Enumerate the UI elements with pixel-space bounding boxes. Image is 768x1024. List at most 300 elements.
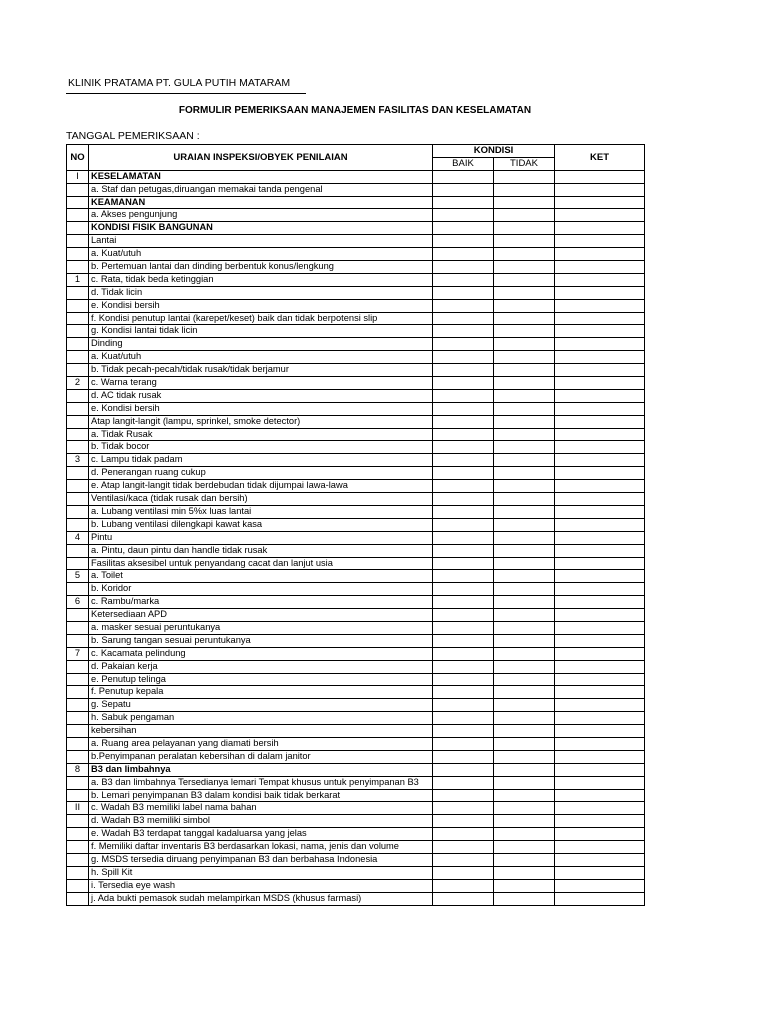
- ket-cell[interactable]: [555, 286, 645, 299]
- clinic-underline: [66, 93, 306, 94]
- tidak-cell[interactable]: [494, 415, 555, 428]
- row-item-text: e. Wadah B3 terdapat tanggal kadaluarsa yang jelas: [89, 828, 433, 841]
- row-number: [67, 673, 89, 686]
- inspection-rows: [67, 170, 645, 905]
- baik-cell[interactable]: [433, 351, 494, 364]
- row-number: [67, 248, 89, 261]
- row-item-text: c. Warna terang: [89, 377, 433, 390]
- tidak-cell[interactable]: [494, 364, 555, 377]
- tidak-cell[interactable]: [494, 377, 555, 390]
- row-item-text: Ketersediaan APD: [89, 609, 433, 622]
- baik-cell[interactable]: [433, 789, 494, 802]
- row-item-text: a. Tidak Rusak: [89, 428, 433, 441]
- row-number: [67, 351, 89, 364]
- ket-cell[interactable]: [555, 802, 645, 815]
- row-item-text: a. Toilet: [89, 570, 433, 583]
- ket-cell[interactable]: [555, 596, 645, 609]
- row-number: [67, 338, 89, 351]
- clinic-name: KLINIK PRATAMA PT. GULA PUTIH MATARAM: [68, 77, 291, 89]
- row-number: [67, 196, 89, 209]
- row-number: 3: [67, 454, 89, 467]
- row-number: [67, 209, 89, 222]
- row-number: I: [67, 170, 89, 183]
- table-row: [67, 712, 645, 725]
- row-item-text: j. Ada bukti pemasok sudah melampirkan MSDS (khusus farmasi): [89, 892, 433, 905]
- ket-cell[interactable]: [555, 583, 645, 596]
- table-row: [67, 828, 645, 841]
- tidak-cell[interactable]: [494, 183, 555, 196]
- tidak-cell[interactable]: [494, 493, 555, 506]
- tidak-cell[interactable]: [494, 789, 555, 802]
- ket-cell[interactable]: [555, 853, 645, 866]
- tidak-cell[interactable]: [494, 570, 555, 583]
- row-number: [67, 183, 89, 196]
- ket-cell[interactable]: [555, 235, 645, 248]
- tidak-cell[interactable]: [494, 531, 555, 544]
- baik-cell[interactable]: [433, 299, 494, 312]
- ket-cell[interactable]: [555, 712, 645, 725]
- row-item-text: B3 dan limbahnya: [89, 763, 433, 776]
- ket-cell[interactable]: [555, 248, 645, 261]
- row-number: [67, 286, 89, 299]
- ket-cell[interactable]: [555, 815, 645, 828]
- column-header-kondisi: KONDISI: [433, 145, 555, 158]
- ket-cell[interactable]: [555, 454, 645, 467]
- baik-cell[interactable]: [433, 273, 494, 286]
- row-number: [67, 441, 89, 454]
- table-row: [67, 493, 645, 506]
- tidak-cell[interactable]: [494, 750, 555, 763]
- baik-cell[interactable]: [433, 776, 494, 789]
- baik-cell[interactable]: [433, 609, 494, 622]
- ket-cell[interactable]: [555, 544, 645, 557]
- baik-cell[interactable]: [433, 621, 494, 634]
- ket-cell[interactable]: [555, 364, 645, 377]
- baik-cell[interactable]: [433, 518, 494, 531]
- row-item-text: b. Tidak bocor: [89, 441, 433, 454]
- row-number: [67, 879, 89, 892]
- table-row: [67, 261, 645, 274]
- row-item-text: KEAMANAN: [89, 196, 433, 209]
- row-item-text: f. Penutup kepala: [89, 686, 433, 699]
- tidak-cell[interactable]: [494, 544, 555, 557]
- table-row: [67, 815, 645, 828]
- baik-cell[interactable]: [433, 377, 494, 390]
- table-row: [67, 505, 645, 518]
- row-number: [67, 621, 89, 634]
- row-number: [67, 389, 89, 402]
- column-header-baik: BAIK: [433, 157, 494, 170]
- baik-cell[interactable]: [433, 235, 494, 248]
- baik-cell[interactable]: [433, 737, 494, 750]
- row-number: [67, 583, 89, 596]
- ket-cell[interactable]: [555, 892, 645, 905]
- row-number: 7: [67, 647, 89, 660]
- baik-cell[interactable]: [433, 686, 494, 699]
- tidak-cell[interactable]: [494, 222, 555, 235]
- tidak-cell[interactable]: [494, 557, 555, 570]
- tidak-cell[interactable]: [494, 609, 555, 622]
- ket-cell[interactable]: [555, 673, 645, 686]
- baik-cell[interactable]: [433, 531, 494, 544]
- table-row: [67, 609, 645, 622]
- ket-cell[interactable]: [555, 750, 645, 763]
- tidak-cell[interactable]: [494, 583, 555, 596]
- row-number: [67, 544, 89, 557]
- row-number: [67, 261, 89, 274]
- row-number: [67, 222, 89, 235]
- tidak-cell[interactable]: [494, 299, 555, 312]
- tidak-cell[interactable]: [494, 209, 555, 222]
- row-number: 6: [67, 596, 89, 609]
- baik-cell[interactable]: [433, 544, 494, 557]
- baik-cell[interactable]: [433, 441, 494, 454]
- ket-cell[interactable]: [555, 686, 645, 699]
- table-row: [67, 299, 645, 312]
- row-number: [67, 609, 89, 622]
- table-row: [67, 222, 645, 235]
- ket-cell[interactable]: [555, 273, 645, 286]
- tidak-cell[interactable]: [494, 841, 555, 854]
- tidak-cell[interactable]: [494, 725, 555, 738]
- table-row: [67, 480, 645, 493]
- baik-cell[interactable]: [433, 402, 494, 415]
- tidak-cell[interactable]: [494, 196, 555, 209]
- baik-cell[interactable]: [433, 389, 494, 402]
- ket-cell[interactable]: [555, 828, 645, 841]
- baik-cell[interactable]: [433, 841, 494, 854]
- baik-cell[interactable]: [433, 802, 494, 815]
- ket-cell[interactable]: [555, 776, 645, 789]
- baik-cell[interactable]: [433, 261, 494, 274]
- column-header-item: URAIAN INSPEKSI/OBYEK PENILAIAN: [89, 145, 433, 171]
- ket-cell[interactable]: [555, 879, 645, 892]
- ket-cell[interactable]: [555, 634, 645, 647]
- ket-cell[interactable]: [555, 699, 645, 712]
- row-item-text: a. Akses pengunjung: [89, 209, 433, 222]
- ket-cell[interactable]: [555, 725, 645, 738]
- ket-cell[interactable]: [555, 222, 645, 235]
- row-item-text: Ventilasi/kaca (tidak rusak dan bersih): [89, 493, 433, 506]
- ket-cell[interactable]: [555, 183, 645, 196]
- row-item-text: e. Atap langit-langit tidak berdebudan tidak dijumpai lawa-lawa: [89, 480, 433, 493]
- baik-cell[interactable]: [433, 892, 494, 905]
- baik-cell[interactable]: [433, 428, 494, 441]
- baik-cell[interactable]: [433, 325, 494, 338]
- table-row: [67, 364, 645, 377]
- baik-cell[interactable]: [433, 557, 494, 570]
- baik-cell[interactable]: [433, 634, 494, 647]
- baik-cell[interactable]: [433, 467, 494, 480]
- tidak-cell[interactable]: [494, 686, 555, 699]
- baik-cell[interactable]: [433, 364, 494, 377]
- table-row: [67, 789, 645, 802]
- tidak-cell[interactable]: [494, 428, 555, 441]
- baik-cell[interactable]: [433, 493, 494, 506]
- baik-cell[interactable]: [433, 505, 494, 518]
- baik-cell[interactable]: [433, 248, 494, 261]
- row-item-text: Atap langit-langit (lampu, sprinkel, smoke detector): [89, 415, 433, 428]
- ket-cell[interactable]: [555, 402, 645, 415]
- table-row: [67, 235, 645, 248]
- row-item-text: f. Kondisi penutup lantai (karepet/keset) baik dan tidak berpotensi slip: [89, 312, 433, 325]
- baik-cell[interactable]: [433, 480, 494, 493]
- tidak-cell[interactable]: [494, 351, 555, 364]
- row-item-text: kebersihan: [89, 725, 433, 738]
- row-number: [67, 518, 89, 531]
- table-row: [67, 338, 645, 351]
- row-item-text: a. masker sesuai peruntukanya: [89, 621, 433, 634]
- table-row: [67, 312, 645, 325]
- ket-cell[interactable]: [555, 505, 645, 518]
- tidak-cell[interactable]: [494, 621, 555, 634]
- baik-cell[interactable]: [433, 712, 494, 725]
- tidak-cell[interactable]: [494, 286, 555, 299]
- ket-cell[interactable]: [555, 866, 645, 879]
- row-item-text: h. Sabuk pengaman: [89, 712, 433, 725]
- baik-cell[interactable]: [433, 222, 494, 235]
- ket-cell[interactable]: [555, 531, 645, 544]
- table-row: [67, 196, 645, 209]
- tidak-cell[interactable]: [494, 853, 555, 866]
- ket-cell[interactable]: [555, 170, 645, 183]
- table-row: [67, 686, 645, 699]
- table-row: [67, 673, 645, 686]
- baik-cell[interactable]: [433, 338, 494, 351]
- table-row: [67, 763, 645, 776]
- ket-cell[interactable]: [555, 377, 645, 390]
- tidak-cell[interactable]: [494, 712, 555, 725]
- table-row: [67, 879, 645, 892]
- ket-cell[interactable]: [555, 196, 645, 209]
- baik-cell[interactable]: [433, 647, 494, 660]
- ket-cell[interactable]: [555, 209, 645, 222]
- row-item-text: Fasilitas aksesibel untuk penyandang cacat dan lanjut usia: [89, 557, 433, 570]
- tidak-cell[interactable]: [494, 261, 555, 274]
- row-item-text: a. Ruang area pelayanan yang diamati bersih: [89, 737, 433, 750]
- baik-cell[interactable]: [433, 583, 494, 596]
- row-number: [67, 853, 89, 866]
- inspection-table: [66, 144, 645, 906]
- baik-cell[interactable]: [433, 209, 494, 222]
- baik-cell[interactable]: [433, 750, 494, 763]
- tidak-cell[interactable]: [494, 389, 555, 402]
- tidak-cell[interactable]: [494, 802, 555, 815]
- tidak-cell[interactable]: [494, 454, 555, 467]
- row-number: [67, 686, 89, 699]
- tidak-cell[interactable]: [494, 763, 555, 776]
- row-item-text: KONDISI FISIK BANGUNAN: [89, 222, 433, 235]
- tidak-cell[interactable]: [494, 273, 555, 286]
- tidak-cell[interactable]: [494, 673, 555, 686]
- row-item-text: KESELAMATAN: [89, 170, 433, 183]
- row-item-text: a. Kuat/utuh: [89, 248, 433, 261]
- tidak-cell[interactable]: [494, 647, 555, 660]
- tidak-cell[interactable]: [494, 170, 555, 183]
- table-row: [67, 570, 645, 583]
- baik-cell[interactable]: [433, 725, 494, 738]
- row-item-text: b. Tidak pecah-pecah/tidak rusak/tidak berjamur: [89, 364, 433, 377]
- table-row: [67, 583, 645, 596]
- table-row: [67, 209, 645, 222]
- ket-cell[interactable]: [555, 325, 645, 338]
- row-item-text: g. Kondisi lantai tidak licin: [89, 325, 433, 338]
- tidak-cell[interactable]: [494, 634, 555, 647]
- tidak-cell[interactable]: [494, 518, 555, 531]
- row-item-text: d. AC tidak rusak: [89, 389, 433, 402]
- row-number: [67, 467, 89, 480]
- ket-cell[interactable]: [555, 428, 645, 441]
- table-row: [67, 634, 645, 647]
- baik-cell[interactable]: [433, 415, 494, 428]
- tidak-cell[interactable]: [494, 402, 555, 415]
- ket-cell[interactable]: [555, 609, 645, 622]
- ket-cell[interactable]: [555, 621, 645, 634]
- table-row: [67, 802, 645, 815]
- baik-cell[interactable]: [433, 570, 494, 583]
- row-number: [67, 480, 89, 493]
- row-item-text: b. Pertemuan lantai dan dinding berbentuk konus/lengkung: [89, 261, 433, 274]
- tidak-cell[interactable]: [494, 325, 555, 338]
- tidak-cell[interactable]: [494, 596, 555, 609]
- row-number: [67, 712, 89, 725]
- row-number: [67, 815, 89, 828]
- baik-cell[interactable]: [433, 879, 494, 892]
- tidak-cell[interactable]: [494, 338, 555, 351]
- row-item-text: i. Tersedia eye wash: [89, 879, 433, 892]
- row-number: [67, 557, 89, 570]
- table-row: [67, 415, 645, 428]
- tidak-cell[interactable]: [494, 235, 555, 248]
- ket-cell[interactable]: [555, 480, 645, 493]
- row-number: II: [67, 802, 89, 815]
- ket-cell[interactable]: [555, 763, 645, 776]
- row-item-text: a. Kuat/utuh: [89, 351, 433, 364]
- table-row: [67, 441, 645, 454]
- row-number: [67, 828, 89, 841]
- tidak-cell[interactable]: [494, 828, 555, 841]
- ket-cell[interactable]: [555, 389, 645, 402]
- column-header-no: NO: [67, 145, 89, 171]
- row-item-text: c. Kacamata pelindung: [89, 647, 433, 660]
- tidak-cell[interactable]: [494, 737, 555, 750]
- tidak-cell[interactable]: [494, 248, 555, 261]
- row-item-text: a. B3 dan limbahnya Tersedianya lemari Tempat khusus untuk penyimpanan B3: [89, 776, 433, 789]
- row-number: [67, 866, 89, 879]
- table-row: [67, 402, 645, 415]
- row-number: 4: [67, 531, 89, 544]
- row-item-text: c. Lampu tidak padam: [89, 454, 433, 467]
- row-item-text: c. Wadah B3 memiliki label nama bahan: [89, 802, 433, 815]
- tidak-cell[interactable]: [494, 879, 555, 892]
- baik-cell[interactable]: [433, 183, 494, 196]
- baik-cell[interactable]: [433, 286, 494, 299]
- baik-cell[interactable]: [433, 853, 494, 866]
- table-row: [67, 170, 645, 183]
- baik-cell[interactable]: [433, 699, 494, 712]
- table-row: [67, 776, 645, 789]
- tidak-cell[interactable]: [494, 866, 555, 879]
- tidak-cell[interactable]: [494, 467, 555, 480]
- baik-cell[interactable]: [433, 196, 494, 209]
- tidak-cell[interactable]: [494, 312, 555, 325]
- row-item-text: a. Lubang ventilasi min 5%x luas lantai: [89, 505, 433, 518]
- ket-cell[interactable]: [555, 338, 645, 351]
- ket-cell[interactable]: [555, 557, 645, 570]
- row-number: [67, 415, 89, 428]
- row-number: [67, 364, 89, 377]
- row-item-text: d. Pakaian kerja: [89, 660, 433, 673]
- ket-cell[interactable]: [555, 841, 645, 854]
- row-item-text: Dinding: [89, 338, 433, 351]
- table-row: [67, 286, 645, 299]
- row-item-text: b.Penyimpanan peralatan kebersihan di dalam janitor: [89, 750, 433, 763]
- table-row: [67, 660, 645, 673]
- baik-cell[interactable]: [433, 454, 494, 467]
- row-item-text: e. Kondisi bersih: [89, 299, 433, 312]
- ket-cell[interactable]: [555, 647, 645, 660]
- table-row: [67, 544, 645, 557]
- ket-cell[interactable]: [555, 312, 645, 325]
- tidak-cell[interactable]: [494, 776, 555, 789]
- baik-cell[interactable]: [433, 596, 494, 609]
- ket-cell[interactable]: [555, 570, 645, 583]
- row-item-text: d. Tidak licin: [89, 286, 433, 299]
- tidak-cell[interactable]: [494, 660, 555, 673]
- baik-cell[interactable]: [433, 763, 494, 776]
- ket-cell[interactable]: [555, 660, 645, 673]
- row-number: [67, 312, 89, 325]
- row-number: [67, 428, 89, 441]
- tidak-cell[interactable]: [494, 480, 555, 493]
- tidak-cell[interactable]: [494, 505, 555, 518]
- baik-cell[interactable]: [433, 312, 494, 325]
- baik-cell[interactable]: [433, 660, 494, 673]
- tidak-cell[interactable]: [494, 441, 555, 454]
- ket-cell[interactable]: [555, 441, 645, 454]
- row-item-text: e. Penutup telinga: [89, 673, 433, 686]
- ket-cell[interactable]: [555, 351, 645, 364]
- row-number: [67, 505, 89, 518]
- baik-cell[interactable]: [433, 673, 494, 686]
- row-item-text: b. Lubang ventilasi dilengkapi kawat kasa: [89, 518, 433, 531]
- table-row: [67, 725, 645, 738]
- row-number: [67, 325, 89, 338]
- row-item-text: c. Rambu/marka: [89, 596, 433, 609]
- ket-cell[interactable]: [555, 518, 645, 531]
- ket-cell[interactable]: [555, 789, 645, 802]
- baik-cell[interactable]: [433, 815, 494, 828]
- row-item-text: a. Staf dan petugas,diruangan memakai tanda pengenal: [89, 183, 433, 196]
- ket-cell[interactable]: [555, 467, 645, 480]
- baik-cell[interactable]: [433, 828, 494, 841]
- baik-cell[interactable]: [433, 866, 494, 879]
- form-title: FORMULIR PEMERIKSAAN MANAJEMEN FASILITAS DAN KESELAMATAN: [178, 105, 532, 116]
- row-number: [67, 299, 89, 312]
- ket-cell[interactable]: [555, 493, 645, 506]
- row-number: [67, 892, 89, 905]
- tidak-cell[interactable]: [494, 815, 555, 828]
- table-row: [67, 454, 645, 467]
- tidak-cell[interactable]: [494, 892, 555, 905]
- ket-cell[interactable]: [555, 415, 645, 428]
- ket-cell[interactable]: [555, 261, 645, 274]
- tidak-cell[interactable]: [494, 699, 555, 712]
- row-number: [67, 841, 89, 854]
- ket-cell[interactable]: [555, 737, 645, 750]
- baik-cell[interactable]: [433, 170, 494, 183]
- ket-cell[interactable]: [555, 299, 645, 312]
